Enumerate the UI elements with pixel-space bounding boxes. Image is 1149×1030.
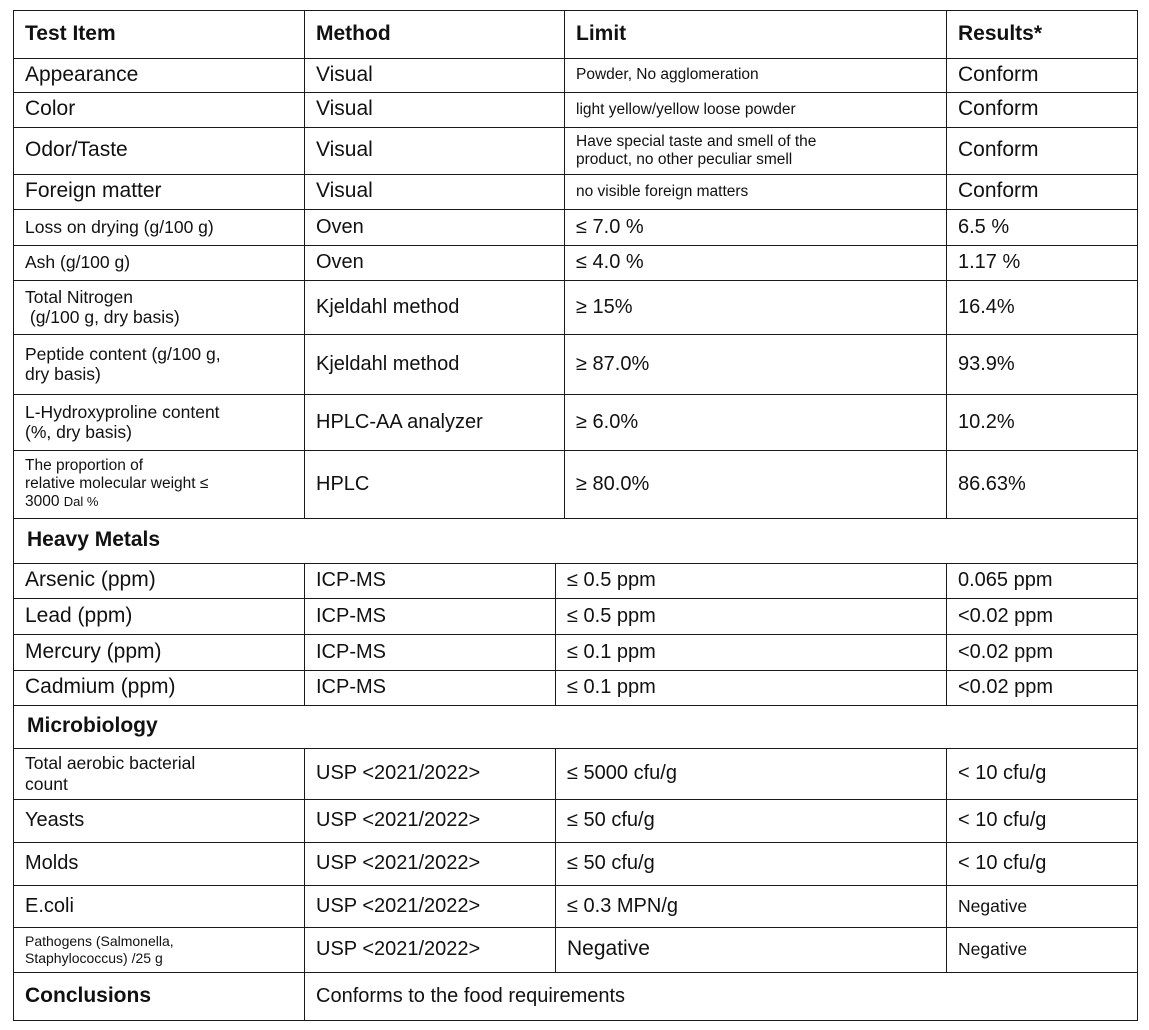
row-peptide-item-line-1: Peptide content (g/100 g, [25, 343, 221, 364]
row-ash-method: Oven [316, 251, 364, 273]
row-nitrogen-item [13, 280, 304, 334]
row-ash-limit: ≤ 4.0 % [576, 251, 644, 273]
row-loss-result: 6.5 % [958, 215, 1010, 238]
row-mercury-limit: ≤ 0.1 ppm [567, 640, 656, 663]
row-pathogens-item-line-1: Pathogens (Salmonella, [25, 933, 174, 950]
row-aerobic-limit: ≤ 5000 cfu/g [567, 762, 677, 784]
row-yeasts-method: USP <2021/2022> [316, 809, 481, 831]
row-nitrogen-result: 16.4% [958, 295, 1015, 318]
row-arsenic-method: ICP-MS [316, 569, 386, 591]
row-hydroxyproline-method: HPLC-AA analyzer [316, 410, 483, 433]
row-lead-method: ICP-MS [316, 604, 386, 627]
row-odor-limit-line-2: product, no other peculiar smell [576, 150, 793, 168]
row-molecular-weight-value: 3000 [25, 493, 60, 511]
row-yeasts-limit: ≤ 50 cfu/g [567, 809, 655, 831]
row-aerobic-item [13, 748, 304, 799]
row-loss-limit: ≤ 7.0 % [576, 215, 644, 238]
row-loss-item: Loss on drying (g/100 g) [25, 216, 214, 237]
row-lead-limit: ≤ 0.5 ppm [567, 604, 656, 627]
conclusions-text: Conforms to the food requirements [316, 984, 626, 1007]
row-pathogens-item [13, 927, 304, 972]
row-pathogens-result: Negative [958, 939, 1028, 960]
row-ecoli-item: E.coli [25, 894, 74, 917]
header-limit: Limit [576, 21, 627, 45]
row-arsenic-limit: ≤ 0.5 ppm [567, 569, 656, 591]
row-lead-result: <0.02 ppm [958, 604, 1054, 627]
row-color-limit: light yellow/yellow loose powder [576, 100, 796, 118]
row-peptide-result: 93.9% [958, 352, 1015, 375]
row-ash-item: Ash (g/100 g) [25, 252, 131, 273]
row-molds-limit: ≤ 50 cfu/g [567, 852, 655, 874]
row-odor-method: Visual [316, 138, 373, 162]
row-hydroxyproline-item-line-2: (%, dry basis) [25, 422, 132, 442]
row-cadmium-result: <0.02 ppm [958, 676, 1054, 698]
row-nitrogen-limit: ≥ 15% [576, 295, 633, 318]
row-hydroxyproline-result: 10.2% [958, 410, 1015, 433]
header-method: Method [316, 21, 391, 45]
row-appearance-limit: Powder, No agglomeration [576, 66, 759, 84]
row-yeasts-item: Yeasts [25, 809, 85, 831]
row-molecular-weight-item-line-2: relative molecular weight ≤ [25, 474, 209, 492]
row-pathogens-limit: Negative [567, 937, 650, 961]
row-color-method: Visual [316, 97, 373, 121]
row-ecoli-limit: ≤ 0.3 MPN/g [567, 894, 679, 917]
row-foreign-item: Foreign matter [25, 179, 162, 203]
row-hydroxyproline-item [13, 394, 304, 450]
row-aerobic-item-line-2: count [25, 773, 68, 794]
row-molecular-weight-result: 86.63% [958, 472, 1026, 495]
row-molecular-weight-item [13, 450, 304, 518]
row-cadmium-method: ICP-MS [316, 676, 386, 698]
row-arsenic-result: 0.065 ppm [958, 569, 1053, 591]
row-pathogens-method: USP <2021/2022> [316, 938, 481, 960]
header-test-item: Test Item [25, 21, 116, 45]
row-appearance-result: Conform [958, 62, 1039, 86]
section-heavy-metals: Heavy Metals [27, 528, 161, 552]
row-molds-result: < 10 cfu/g [958, 852, 1047, 874]
row-appearance-method: Visual [316, 62, 373, 86]
row-peptide-limit: ≥ 87.0% [576, 352, 650, 375]
row-molecular-weight-unit: Dal % [63, 494, 99, 510]
row-hydroxyproline-limit: ≥ 6.0% [576, 410, 639, 433]
row-molds-method: USP <2021/2022> [316, 852, 481, 874]
row-aerobic-method: USP <2021/2022> [316, 762, 481, 784]
row-ecoli-method: USP <2021/2022> [316, 894, 481, 917]
specification-table [13, 10, 1138, 1021]
row-odor-result: Conform [958, 138, 1039, 162]
row-peptide-method: Kjeldahl method [316, 352, 460, 375]
row-aerobic-item-line-1: Total aerobic bacterial [25, 753, 196, 774]
section-microbiology: Microbiology [27, 714, 158, 738]
row-yeasts-result: < 10 cfu/g [958, 809, 1047, 831]
row-molecular-weight-item-line-3 [25, 493, 98, 511]
row-molecular-weight-item-line-1: The proportion of [25, 456, 144, 474]
row-color-result: Conform [958, 97, 1039, 121]
row-pathogens-item-line-2: Staphylococcus) /25 g [25, 949, 163, 966]
row-nitrogen-method: Kjeldahl method [316, 295, 460, 318]
row-loss-method: Oven [316, 215, 364, 238]
row-cadmium-item: Cadmium (ppm) [25, 675, 176, 699]
row-ecoli-result: Negative [958, 895, 1028, 916]
row-molecular-weight-method: HPLC [316, 472, 370, 495]
header-results: Results* [958, 21, 1043, 45]
row-ash-result: 1.17 % [958, 251, 1021, 273]
row-color-item: Color [25, 97, 76, 121]
row-molecular-weight-limit: ≥ 80.0% [576, 472, 650, 495]
row-odor-limit [564, 127, 946, 174]
row-foreign-limit: no visible foreign matters [576, 182, 749, 200]
row-cadmium-limit: ≤ 0.1 ppm [567, 676, 656, 698]
row-lead-item: Lead (ppm) [25, 603, 133, 627]
row-foreign-method: Visual [316, 179, 373, 203]
row-peptide-item-line-2: dry basis) [25, 364, 101, 384]
row-aerobic-result: < 10 cfu/g [958, 762, 1047, 784]
row-mercury-item: Mercury (ppm) [25, 639, 162, 663]
row-arsenic-item: Arsenic (ppm) [25, 568, 156, 592]
row-mercury-result: <0.02 ppm [958, 640, 1054, 663]
row-appearance-item: Appearance [25, 62, 139, 86]
row-odor-limit-line-1: Have special taste and smell of the [576, 132, 817, 150]
conclusions-label: Conclusions [25, 983, 152, 1007]
row-peptide-item [13, 334, 304, 394]
row-molds-item: Molds [25, 852, 79, 874]
row-nitrogen-item-line-1: Total Nitrogen [25, 286, 133, 307]
row-nitrogen-item-line-2: (g/100 g, dry basis) [25, 307, 180, 327]
row-foreign-result: Conform [958, 179, 1039, 203]
row-odor-item: Odor/Taste [25, 138, 128, 162]
row-mercury-method: ICP-MS [316, 640, 386, 663]
row-hydroxyproline-item-line-1: L-Hydroxyproline content [25, 401, 220, 422]
